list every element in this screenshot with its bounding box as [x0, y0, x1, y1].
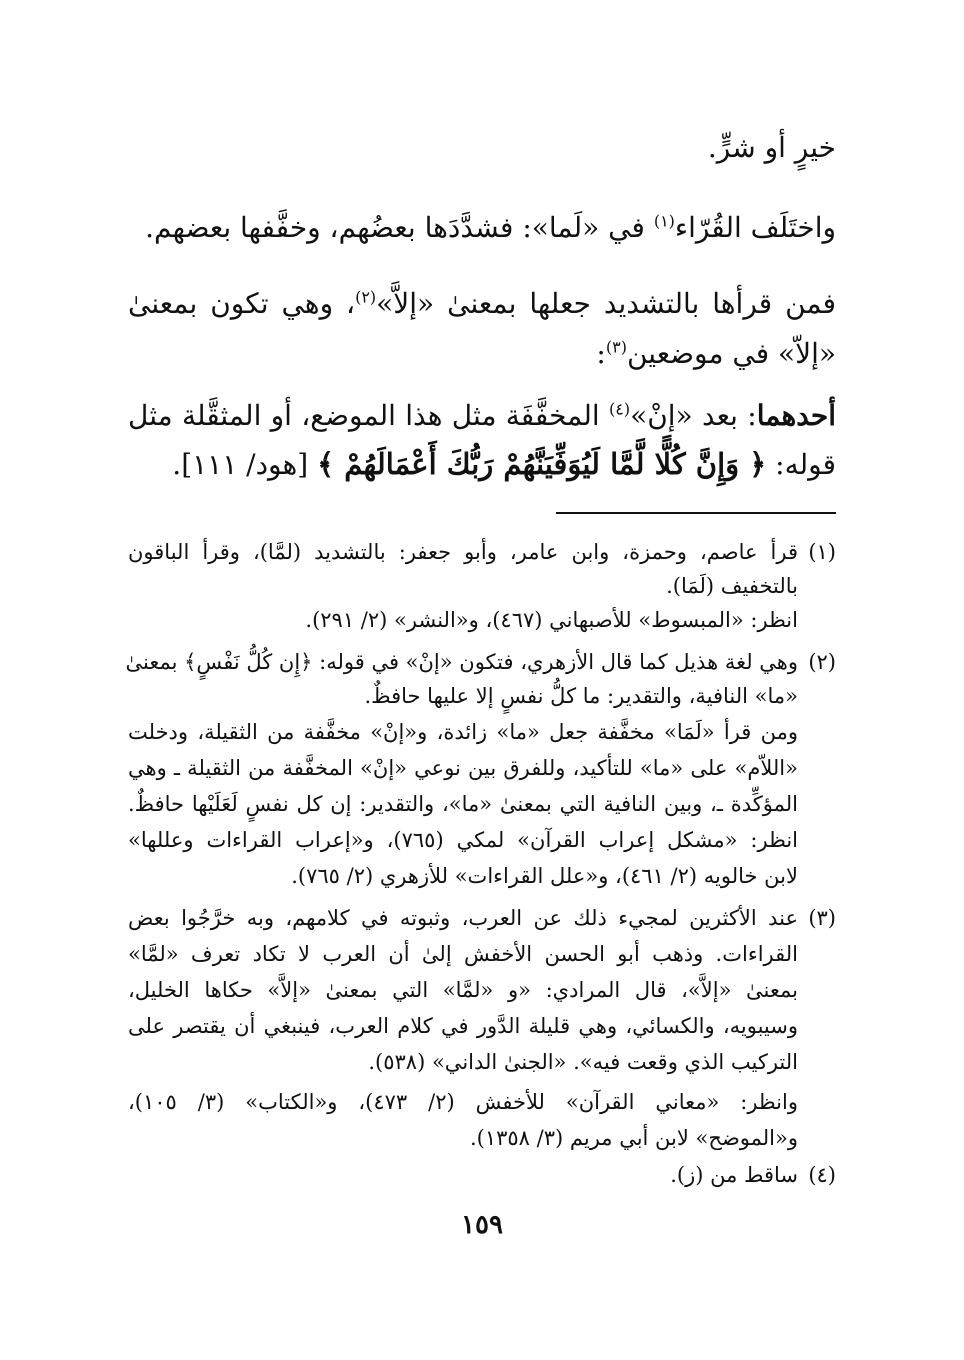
footnote-text: وسيبويه، والكسائي، وهي قليلة الدَّور في كلام العرب، فينبغي أن يقتصر على	[128, 1014, 798, 1038]
main-text: قوله:	[766, 448, 836, 481]
footnote-text: بمعنىٰ «إلاَّ»، قال المرادي: «و «لمَّا» التي بمعنىٰ «إلاَّ» حكاها الخليل،	[128, 978, 798, 1002]
footnote-text: وهي لغة هذيل كما قال الأزهري، فتكون «إنْ» في قوله: ﴿إِن كُلُّ نَفْسٍ﴾ بمعنىٰ	[125, 650, 798, 674]
footnote-text: انظر: «المبسوط» للأصبهاني (٤٦٧)، و«النشر» (٢/ ٢٩١).	[305, 608, 798, 632]
main-text: فمن قرأها بالتشديد جعلها بمعنىٰ «إلاَّ»	[376, 287, 837, 320]
footnote-2-line-4	[128, 751, 798, 785]
footnote-1	[128, 535, 836, 569]
main-text: المخفَّفَة مثل هذا الموضع، أو المثقَّلة مثل	[128, 399, 609, 432]
footnote-text: عند الأكثرين لمجيء ذلك عن العرب، وثبوته في كلامهم، وبه خرَّجُوا بعض	[128, 906, 798, 930]
footnote-ref-4[interactable]: (٤)	[608, 399, 631, 419]
footnote-2-line-2	[128, 679, 798, 713]
footnote-2-line-3	[128, 715, 798, 749]
footnote-text: «ما» النافية، والتقدير: ما كلُّ نفسٍ إلا عليها حافظٌ.	[364, 684, 798, 708]
main-text: [هود/ ١١١].	[172, 448, 318, 481]
footnote-text: قرأ عاصم، وحمزة، وابن عامر، وأبو جعفر: بالتشديد (لمَّا)، وقرأ الباقون	[128, 540, 798, 564]
footnote-3-line-7	[128, 1121, 798, 1155]
main-text: : بعد «إنْ»	[630, 399, 757, 432]
bold-heading: أحدهما	[756, 399, 836, 432]
main-line-6	[128, 440, 836, 489]
main-text: «إلاّ» في موضعين	[626, 337, 836, 370]
main-line-1	[128, 124, 836, 172]
footnote-text: «اللاّم» على «ما» للتأكيد، وللفرق بين نوعي «إنْ» المخفَّفة من الثقيلة ـ وهي	[128, 756, 798, 780]
footnote-2	[125, 645, 836, 679]
footnote-ref-3[interactable]: (٣)	[605, 337, 627, 357]
footnote-3	[128, 901, 836, 935]
footnote-2-line-7	[128, 859, 798, 893]
footnote-number: (٤)	[808, 1163, 836, 1187]
footnote-number: (٢)	[808, 650, 836, 674]
main-line-2	[128, 204, 836, 252]
footnote-separator	[556, 512, 836, 514]
main-text: واختَلَف القُرّاء	[674, 211, 836, 244]
footnote-ref-2[interactable]: (٢)	[355, 287, 377, 307]
footnote-text: لابن خالويه (٢/ ٤٦١)، و«علل القراءات» للأزهري (٢/ ٧٦٥).	[291, 864, 798, 888]
footnote-number: (١)	[808, 540, 836, 564]
footnote-text: القراءات. وذهب أبو الحسن الأخفش إلىٰ أن العرب لا تكاد تعرف «لمَّا»	[128, 942, 798, 966]
footnote-2-line-5	[128, 787, 798, 821]
footnote-3-line-4	[128, 1009, 798, 1043]
main-line-3	[128, 280, 836, 328]
quran-verse: ﴿ وَإِنَّ كُلًّا لَّمَّا لَيُوَفِّيَنَّهُمْ رَبُّكَ أَعْمَالَهُمْ ﴾	[317, 447, 767, 481]
footnote-text: ساقط من (ز).	[670, 1163, 798, 1187]
footnote-text: ومن قرأ «لَمَا» مخفَّفة جعل «ما» زائدة، و«إنْ» مخفَّفة من الثقيلة، ودخلت	[128, 720, 798, 744]
footnote-ref-1[interactable]: (١)	[653, 211, 675, 231]
main-text: في «لَما»: فشدَّدَها بعضُهم، وخفَّفها بعضهم.	[145, 211, 654, 244]
footnote-4	[128, 1158, 836, 1192]
main-line-4	[128, 330, 836, 378]
footnote-number: (٣)	[808, 906, 836, 930]
footnote-text: بالتخفيف (لَمَا).	[666, 574, 798, 598]
footnote-text: انظر: «مشكل إعراب القرآن» لمكي (٧٦٥)، و«إعراب القراءات وعللها»	[128, 828, 798, 852]
footnote-3-line-6	[128, 1085, 798, 1119]
footnote-text: وانظر: «معاني القرآن» للأخفش (٢/ ٤٧٣)، و«الكتاب» (٣/ ١٠٥)،	[128, 1090, 798, 1114]
main-text: خيرٍ أو شرٍّ.	[707, 131, 836, 164]
footnote-text: و«الموضح» لابن أبي مريم (٣/ ١٣٥٨).	[469, 1126, 798, 1150]
footnote-3-line-2	[128, 937, 798, 971]
footnote-3-line-5	[128, 1045, 798, 1079]
footnote-text: المؤكِّدة ـ، وبين النافية التي بمعنىٰ «ما»، والتقدير: إن كل نفسٍ لَعَلَيْها حافظٌ.	[128, 792, 798, 816]
footnote-text: التركيب الذي وقعت فيه». «الجنىٰ الداني» (٥٣٨).	[368, 1050, 798, 1074]
main-line-5	[128, 392, 836, 440]
main-text: :	[596, 337, 606, 370]
page-number: ١٥٩	[461, 1210, 503, 1240]
footnote-3-line-3	[128, 973, 798, 1007]
footnote-1-line-2	[128, 569, 798, 603]
footnote-2-line-6	[128, 823, 798, 857]
main-text: ، وهي تكون بمعنىٰ	[128, 287, 356, 320]
footnote-1-line-3	[128, 603, 798, 637]
